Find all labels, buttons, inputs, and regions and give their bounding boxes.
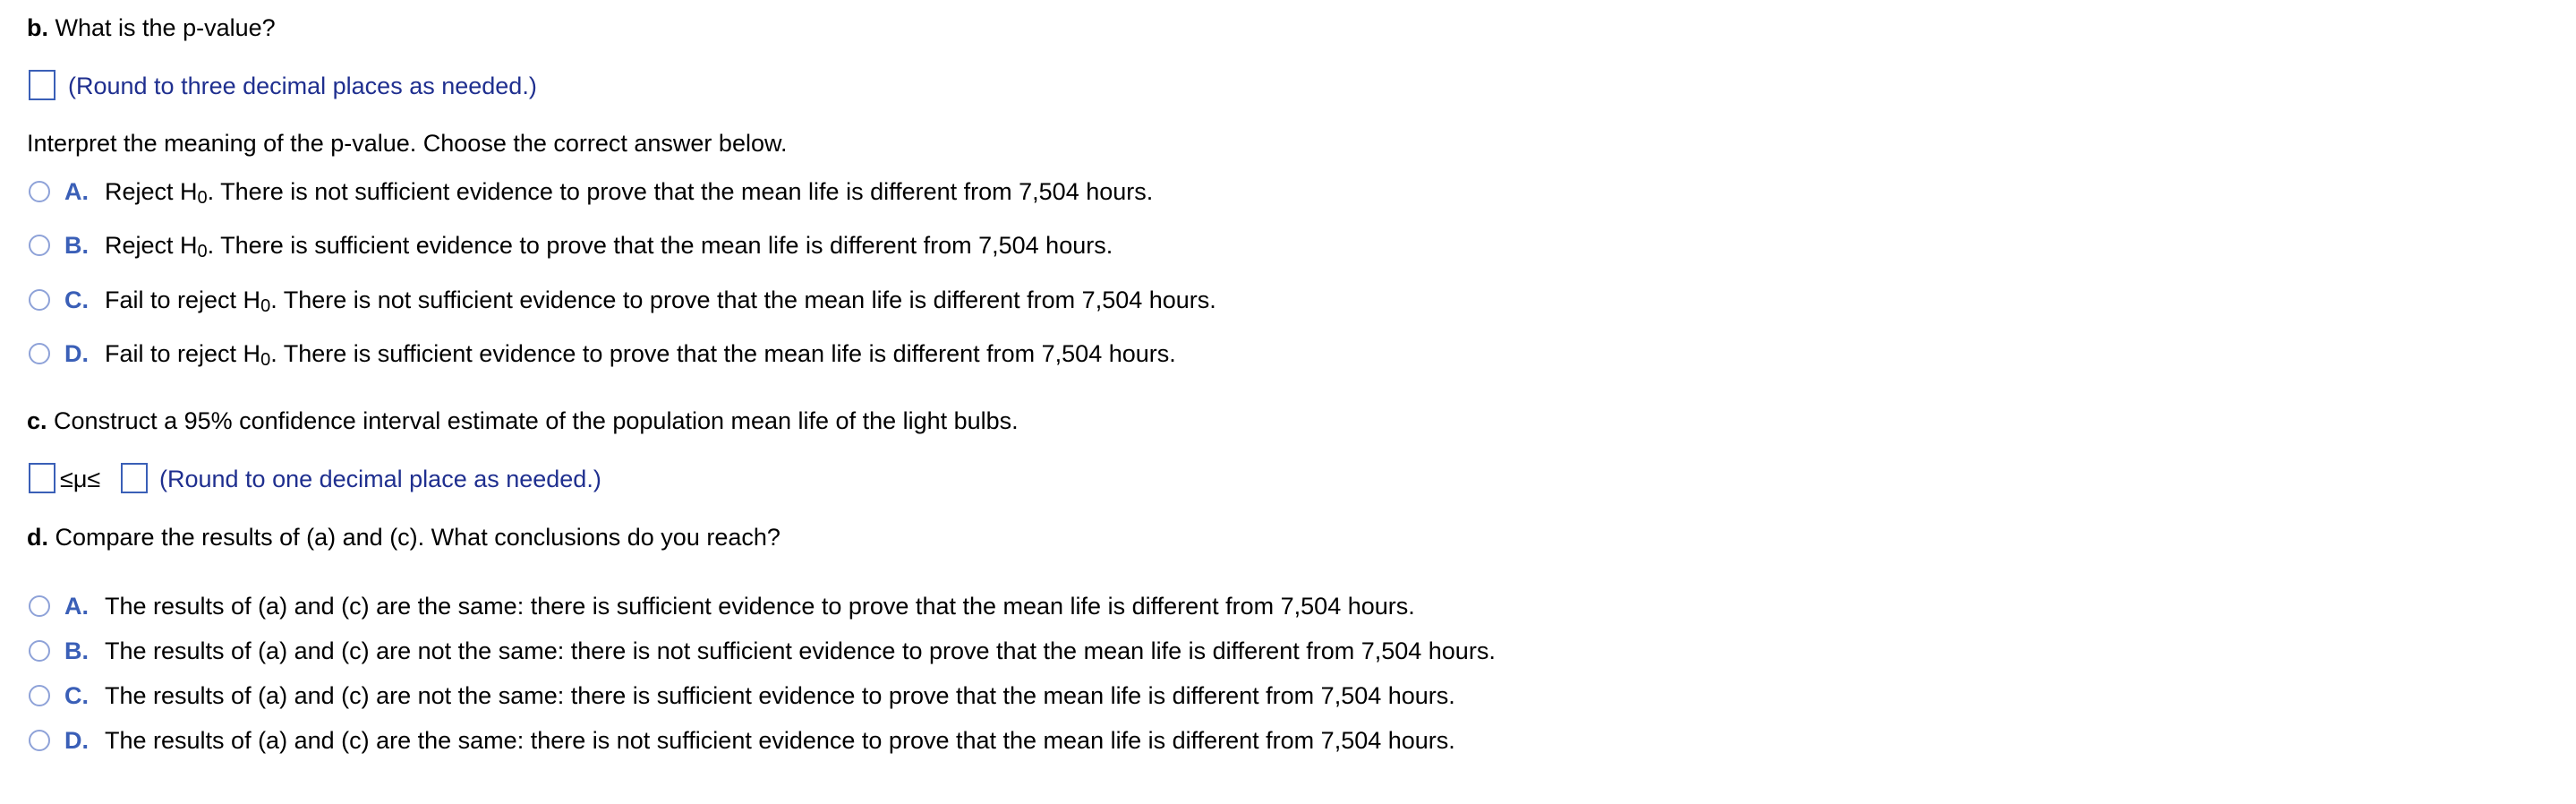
option-text: The results of (a) and (c) are not the same: there is not sufficient evidence to prove that the mean life is different from 7,504 hours. — [105, 637, 1496, 664]
part-b-option-c[interactable] — [29, 285, 1216, 315]
part-d-question — [27, 526, 780, 550]
part-d-option-a[interactable] — [29, 591, 1415, 621]
part-b-interpret-prompt: Interpret the meaning of the p-value. Choose the correct answer below. — [27, 130, 788, 157]
part-c-question — [27, 409, 1019, 433]
radio-option-b[interactable] — [29, 235, 50, 256]
confidence-upper-input[interactable] — [121, 463, 148, 493]
option-letter: C. — [64, 286, 89, 313]
option-prefix: Reject H — [105, 231, 198, 259]
option-letter: C. — [64, 681, 89, 709]
radio-option-b[interactable] — [29, 640, 50, 662]
confidence-hint: (Round to one decimal place as needed.) — [159, 466, 601, 492]
part-d-option-b[interactable] — [29, 636, 1496, 666]
part-b-option-a[interactable] — [29, 176, 1153, 207]
option-letter: D. — [64, 726, 89, 754]
part-d-label: d. — [27, 524, 48, 551]
option-suffix: . There is not sufficient evidence to prove that the mean life is different from 7,504 hours. — [207, 177, 1154, 205]
part-c-label: c. — [27, 407, 47, 434]
option-suffix: . There is not sufficient evidence to prove that the mean life is different from 7,504 hours. — [270, 286, 1216, 313]
option-subscript: 0 — [197, 187, 208, 208]
option-subscript: 0 — [197, 241, 208, 261]
option-text: The results of (a) and (c) are the same: there is sufficient evidence to prove that the mean life is different from 7,504 hours. — [105, 592, 1415, 620]
part-d-option-d[interactable] — [29, 725, 1455, 756]
option-subscript: 0 — [260, 349, 271, 370]
radio-option-d[interactable] — [29, 343, 50, 364]
radio-option-d[interactable] — [29, 730, 50, 751]
radio-option-c[interactable] — [29, 289, 50, 311]
radio-option-a[interactable] — [29, 595, 50, 617]
option-prefix: Reject H — [105, 177, 198, 205]
part-b-label: b. — [27, 14, 48, 41]
option-prefix: Fail to reject H — [105, 339, 261, 367]
option-suffix: . There is sufficient evidence to prove that the mean life is different from 7,504 hours. — [270, 339, 1176, 367]
part-d-option-c[interactable] — [29, 680, 1455, 711]
option-prefix: Fail to reject H — [105, 286, 261, 313]
option-subscript: 0 — [260, 295, 271, 316]
option-letter: D. — [64, 339, 89, 367]
option-text: The results of (a) and (c) are not the same: there is sufficient evidence to prove that the mean life is different from 7,504 hours. — [105, 681, 1455, 709]
option-letter: B. — [64, 231, 89, 259]
option-letter: A. — [64, 592, 89, 620]
part-d-text: Compare the results of (a) and (c). What conclusions do you reach? — [55, 524, 780, 551]
p-value-input[interactable] — [29, 70, 55, 100]
confidence-lower-input[interactable] — [29, 463, 55, 493]
option-suffix: . There is sufficient evidence to prove that the mean life is different from 7,504 hours. — [207, 231, 1113, 259]
option-text: The results of (a) and (c) are the same: there is not sufficient evidence to prove that the mean life is different from 7,504 hours. — [105, 726, 1455, 754]
p-value-hint: (Round to three decimal places as needed.) — [68, 73, 537, 99]
radio-option-a[interactable] — [29, 181, 50, 202]
part-c-text: Construct a 95% confidence interval estimate of the population mean life of the light bulbs. — [54, 407, 1019, 434]
part-b-text: What is the p-value? — [55, 14, 276, 41]
part-b-option-b[interactable] — [29, 230, 1113, 261]
part-b-option-d[interactable] — [29, 338, 1176, 369]
option-letter: B. — [64, 637, 89, 664]
part-b-question — [27, 16, 276, 40]
radio-option-c[interactable] — [29, 685, 50, 706]
option-letter: A. — [64, 177, 89, 205]
inequality-mu: ≤μ≤ — [60, 466, 101, 492]
